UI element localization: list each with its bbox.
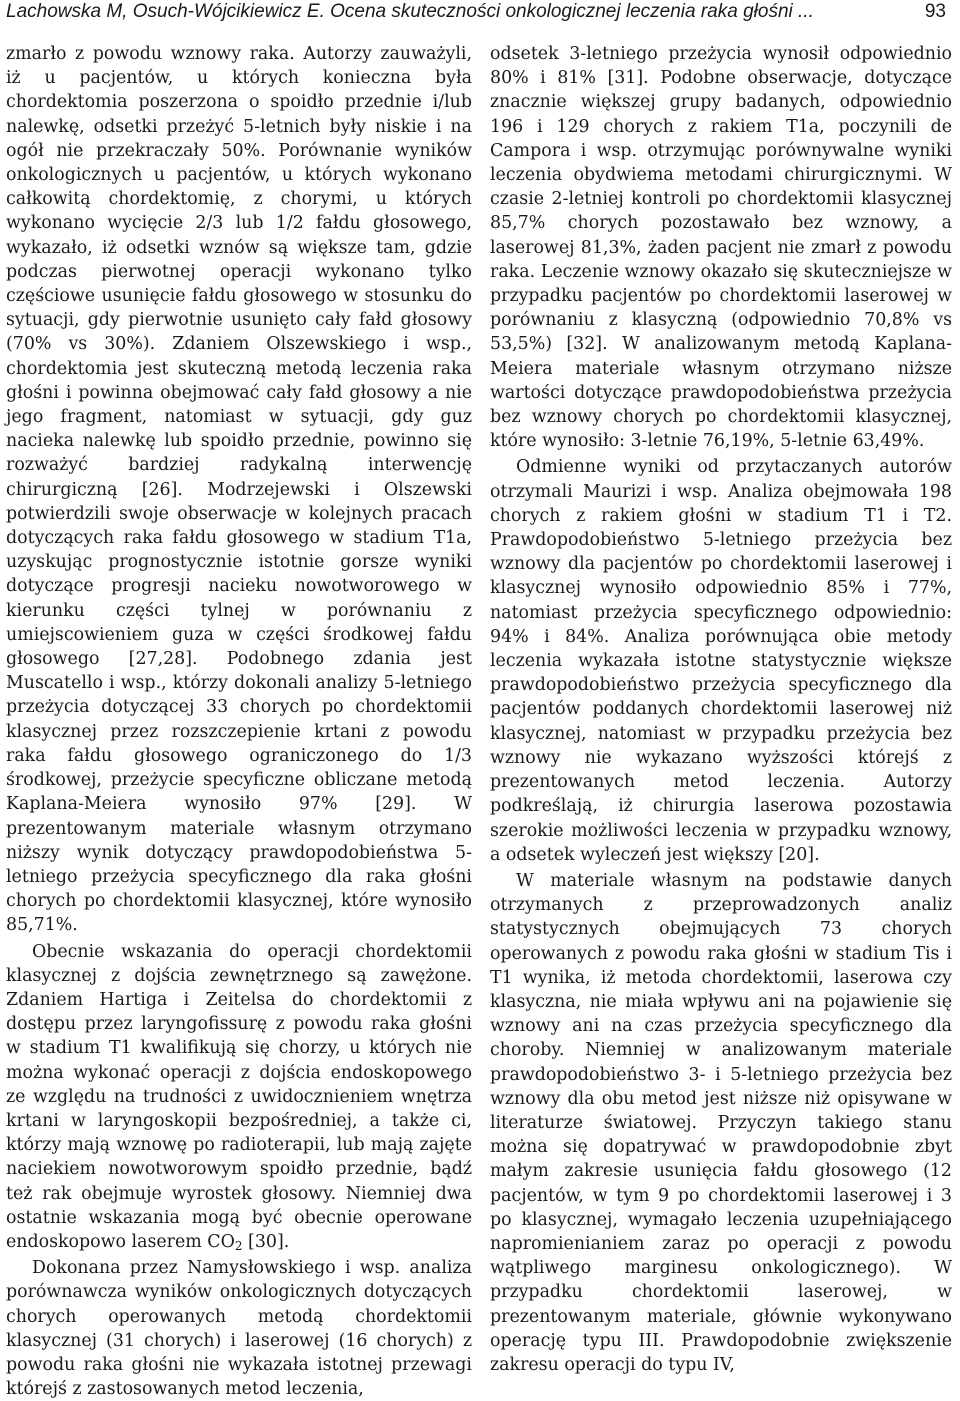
paragraph: odsetek 3-letniego przeżycia wynosił odpowiednio 80% i 81% [31]. Podobne obserwacje, dotyczące znacznie większej grupy badanych, odpowiednio 196 i 129 chorych z rakiem T1a, poczynili de Campora i wsp. otrzymując porównywalne wyniki leczenia obydwiema metodami chirurgicznymi. W czasie 2-letniej kontroli po chordektomii klasycznej 85,7% chorych pozostawało bez wznowy, a laserowej 81,3%, żaden pacjent nie zmarł z powodu raka. Leczenie wznowy okazało się skuteczniejsze w przypadku pacjentów po chordektomii laserowej w porównaniu z klasyczną (odpowiednio 70,8% vs 53,5%) [32]. W analizowanym metodą Kaplana-Meiera materiale własnym otrzymano niższe wartości dotyczące prawdopodobieństwa przeżycia bez wznowy chorych po chordektomii klasycznej, które wynosiło: 3-letnie 76,19%, 5-letnie 63,49%. [490,44,952,452]
paragraph: W materiale własnym na podstawie danych otrzymanych z przeprowadzonych analiz statystycznych obejmujących 73 chorych operowanych z powodu raka głośni w stadium Tis i T1 wynika, iż metoda chordektomii, laserowa czy klasyczna, nie miała wpływu ani na pojawienie się wznowy ani na czas przeżycia specyficznego dla choroby. Niemniej w analizowanym materiale prawdopodobieństwo 3- i 5-letniego przeżycia bez wznowy dla obu metod jest niższe niż opisywane w literaturze światowej. Przyczyn takiego stanu można się dopatrywać w prawdopodobnie zbyt małym zakresie usunięcia fałdu głosowego (12 pacjentów, w tym 9 po chordektomii laserowej i 3 po klasycznej, wymagało leczenia uzupełniającego napromienianiem zaraz po operacji z powodu wątpliwego marginesu onkologicznego). W przypadku chordektomii laserowej, w prezentowanym materiale, głównie wykonywano operację typu III. Prawdopodobnie zwiększenie zakresu operacji do typu IV, [490,870,952,1375]
running-header [6,0,954,24]
left-column [6,42,472,1401]
paragraph: Odmienne wyniki od przytaczanych autorów otrzymali Maurizi i wsp. Analiza obejmowała 198 chorych z rakiem głośni w stadium T1 i T2. Prawdopodobieństwo 5-letniego przeżycia bez wznowy dla pacjentów po chordektomii laserowej i klasycznej wynosiło odpowiednio 85% i 77%, natomiast przeżycia specyficznego odpowiednio: 94% i 84%. Analiza porównująca obie metody leczenia wykazała istotne statystycznie większe prawdopodobieństwo przeżycia specyficznego dla pacjentów poddanych chordektomii laserowej niż klasycznej, natomiast w przypadku przeżycia bez wznowy nie wykazano wyższości którejś z prezentowanych metod leczenia. Autorzy podkreślają, iż chirurgia laserowa pozostawia szerokie możliwości leczenia w przypadku wznowy, a odsetek wyleczeń jest większy [20]. [490,457,952,865]
page-number: 93 [924,1,946,22]
subscript: 2 [234,1238,243,1253]
paragraph [6,940,472,1255]
paragraph: zmarło z powodu wznowy raka. Autorzy zauważyli, iż u pacjentów, u których konieczna była chordektomia poszerzona o spoidło przednie i/lub nalewkę, odsetki przeżyć 5-letnich były niskie i na ogół nie przekraczały 50%. Porównanie wyników onkologicznych u pacjentów, u których wykonano całkowitą chordektomię, z chorymi, u których wykonano wycięcie 2/3 lub 1/2 fałdu głosowego, wykazało, iż odsetki wznów są większe tam, gdzie podczas pierwotnej operacji wykonano tylko częściowe usunięcie fałdu głosowego w stosunku do sytuacji, gdy pierwotnie usunięto cały fałd głosowy (70% vs 30%). Zdaniem Olszewskiego i wsp., chordektomia jest skuteczną metodą leczenia raka głośni i powinna obejmować cały fałd głosowy a nie jego fragment, natomiast w sytuacji, gdy guz nacieka nalewkę lub spoidło przednie, powinno się rozważyć bardziej radykalną interwencję chirurgiczną [26]. Modrzejewski i Olszewski potwierdzili swoje obserwacje w kolejnych pracach dotyczących raka fałdu głosowego w stadium T1a, uzyskując prognostycznie istotnie gorsze wyniki dotyczące progresji nacieku nowotworowego w kierunku części tylnej w porównaniu z umiejscowieniem guza w części środkowej fałdu głosowego [27,28]. Podobnego zdania jest Muscatello i wsp., którzy dokonali analizy 5-letniego przeżycia dotyczącej 33 chorych po chordektomii klasycznej przez rozszczepienie krtani z powodu raka fałdu głosowego ograniczonego do 1/3 środkowej, przeżycie specyficzne obliczane metodą Kaplana-Meiera wynosiło 97% [29]. W prezentowanym materiale własnym otrzymano niższy wynik dotyczący prawdopodobieństwa 5-letniego przeżycia specyficznego dla raka głośni chorych po chordektomii klasycznej, które wynosiło 85,71%. [6,44,472,936]
paragraph: Dokonana przez Namysłowskiego i wsp. analiza porównawcza wyników onkologicznych dotyczących chorych operowanych metodą chordektomii klasycznej (31 chorych) i laserowej (16 chorych) z powodu raka głośni nie wykazała istotnej przewagi którejś z zastosowanych metod leczenia, [6,1258,472,1400]
paragraph-text: Obecnie wskazania do operacji chordektomii klasycznej z dojścia zewnętrznego są zawężone. Zdaniem Hartiga i Zeitelsa do chordektomii z dostępu przez laryngofissurę z powodu raka głośni w stadium T1 kwalifikują się chorzy, u których nie można wykonać operacji z dojścia endoskopowego ze względu na trudności z uwidocznieniem wnętrza krtani w laryngoskopii bezpośredniej, a także ci, którzy mają wznowę po radioterapii, lub mają zajęte naciekiem nowotworowym spoidło przednie, bądź też rak obejmuje wyrostek głosowy. Niemniej dwa ostatnie wskazania mogą być obecnie operowane endoskopowo laserem CO [6,941,472,1252]
right-column [490,42,952,1377]
running-title: Lachowska M, Osuch-Wójcikiewicz E. Ocena skuteczności onkologicznej leczenia raka głośni ... [6,1,814,22]
paragraph-text: [30]. [242,1231,290,1252]
